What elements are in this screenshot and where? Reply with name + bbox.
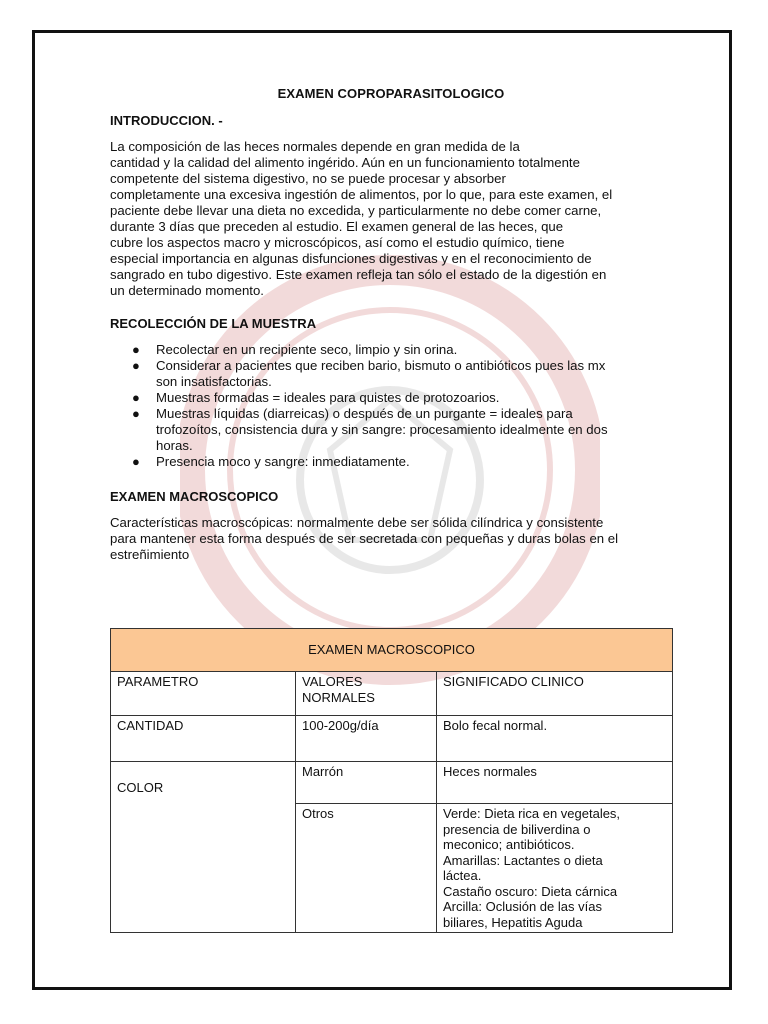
macroscopico-heading: EXAMEN MACROSCOPICO: [110, 489, 279, 504]
bullet-icon: ●: [132, 358, 140, 373]
macroscopico-paragraph: [110, 515, 670, 563]
intro-line: La composición de las heces normales depende en gran medida de la: [110, 139, 520, 154]
intro-line: sangrado en tubo digestivo. Este examen refleja tan sólo el estado de la digestión en: [110, 267, 607, 282]
bullet-icon: ●: [132, 342, 140, 357]
list-item-text: horas.: [156, 438, 193, 453]
cell-line: Arcilla: Oclusión de las vías: [443, 899, 602, 914]
bullet-icon: ●: [132, 406, 140, 421]
list-item-text: Presencia moco y sangre: inmediatamente.: [156, 454, 410, 469]
header-valores-line: VALORES: [302, 674, 363, 689]
intro-line: completamente una excesiva ingestión de alimentos, por lo que, para este examen, el: [110, 187, 613, 202]
macroscopico-line: Características macroscópicas: normalmente debe ser sólida cilíndrica y consistente: [110, 515, 604, 530]
list-item: [110, 342, 670, 358]
header-parametro: PARAMETRO: [111, 672, 296, 716]
cell-parametro: CANTIDAD: [111, 716, 296, 762]
list-item-text: Recolectar en un recipiente seco, limpio y sin orina.: [156, 342, 458, 357]
intro-line: un determinado momento.: [110, 283, 264, 298]
list-item-text: Considerar a pacientes que reciben bario, bismuto o antibióticos pues las mx: [156, 358, 606, 373]
recoleccion-heading: RECOLECCIÓN DE LA MUESTRA: [110, 316, 317, 331]
table-row: [111, 716, 673, 762]
cell-valor: Marrón: [296, 762, 437, 804]
bullet-icon: ●: [132, 390, 140, 405]
list-item-text: Muestras formadas = ideales para quistes de protozoarios.: [156, 390, 500, 405]
table-title-row: [111, 629, 673, 672]
cell-significado: Bolo fecal normal.: [437, 716, 673, 762]
cell-significado: Heces normales: [437, 762, 673, 804]
cell-line: Castaño oscuro: Dieta cárnica: [443, 883, 618, 899]
bullet-icon: ●: [132, 454, 140, 469]
list-item: [110, 358, 670, 390]
list-item-text: trofozoítos, consistencia dura y sin sangre: procesamiento idealmente en dos: [156, 422, 608, 437]
recoleccion-list: [110, 342, 670, 470]
table-header-row: [111, 672, 673, 716]
intro-line: cantidad y la calidad del alimento ingérido. Aún en un funcionamiento totalmente: [110, 155, 580, 170]
cell-line: meconico; antibióticos.: [443, 837, 575, 852]
intro-paragraph: [110, 139, 658, 299]
intro-line: paciente debe llevar una dieta no excedida, y particularmente no debe comer carne,: [110, 203, 602, 218]
cell-line: presencia de biliverdina o: [443, 821, 591, 837]
intro-line: especial importancia en algunas disfunciones digestivas y en el reconocimiento de: [110, 251, 592, 266]
list-item: [110, 390, 670, 406]
intro-line: competente del sistema digestivo, no se puede procesar y absorber: [110, 171, 506, 186]
cell-valor: Otros: [296, 804, 437, 933]
intro-line: durante 3 días que preceden al estudio. El examen general de las heces, que: [110, 219, 564, 234]
intro-line: cubre los aspectos macro y microscópicos, así como el estudio químico, tiene: [110, 235, 565, 250]
macroscopico-table: [110, 628, 673, 933]
list-item-text: Muestras líquidas (diarreicas) o después de un purgante = ideales para: [156, 406, 573, 421]
list-item: [110, 406, 670, 454]
document-title: EXAMEN COPROPARASITOLOGICO: [277, 86, 505, 101]
cell-parametro: COLOR: [111, 762, 296, 933]
header-valores: [296, 672, 437, 716]
header-significado: SIGNIFICADO CLINICO: [437, 672, 673, 716]
cell-line: Amarillas: Lactantes o dieta: [443, 852, 603, 868]
macroscopico-line: estreñimiento: [110, 547, 190, 562]
cell-significado-list: [437, 804, 673, 933]
header-valores-line: NORMALES: [302, 689, 375, 705]
macroscopico-line: para mantener esta forma después de ser secretada con pequeñas y duras bolas en el: [110, 531, 619, 546]
cell-line: biliares, Hepatitis Aguda: [443, 914, 583, 930]
cell-valor: 100-200g/día: [296, 716, 437, 762]
cell-line: Verde: Dieta rica en vegetales,: [443, 806, 621, 821]
table-title: EXAMEN MACROSCOPICO: [111, 629, 673, 672]
cell-line: láctea.: [443, 868, 482, 883]
list-item: [110, 454, 670, 470]
table-row: [111, 762, 673, 804]
intro-heading: INTRODUCCION. -: [110, 113, 223, 128]
list-item-text: son insatisfactorias.: [156, 374, 272, 389]
